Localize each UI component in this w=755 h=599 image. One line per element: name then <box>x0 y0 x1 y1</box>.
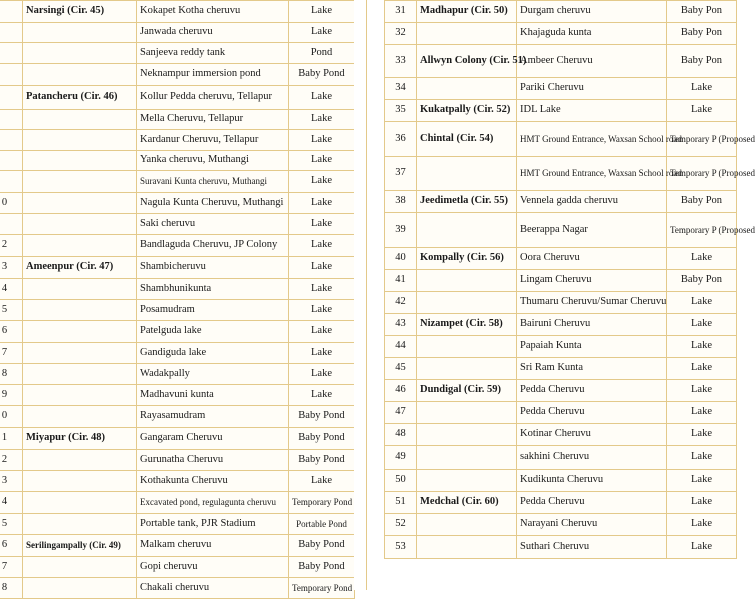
circle-cell: Kukatpally (Cir. 52) <box>417 100 517 122</box>
pond-type-cell: Lake <box>289 23 355 43</box>
table-row <box>0 557 355 578</box>
water-body-name-cell: Chakali cheruvu <box>137 578 289 599</box>
circle-cell <box>23 471 137 492</box>
serial-number-cell <box>0 171 23 193</box>
table-row <box>385 45 737 78</box>
circle-cell <box>23 193 137 214</box>
circle-cell <box>23 492 137 514</box>
water-body-name-cell: Durgam cheruvu <box>517 1 667 23</box>
water-body-name-cell: Shambhunikunta <box>137 279 289 300</box>
serial-number-cell: 3 <box>0 471 23 492</box>
serial-number-cell: 36 <box>385 122 417 157</box>
table-row <box>385 446 737 470</box>
serial-number-cell <box>0 151 23 171</box>
pond-type-cell: Lake <box>667 248 737 270</box>
pond-type-cell: Baby Pond <box>289 428 355 450</box>
circle-cell: Jeedimetla (Cir. 55) <box>417 191 517 213</box>
circle-cell: Medchal (Cir. 60) <box>417 492 517 514</box>
water-body-name-cell: Malkam cheruvu <box>137 535 289 557</box>
table-row <box>0 151 355 171</box>
water-body-name-cell: Bairuni Cheruvu <box>517 314 667 336</box>
circle-cell <box>23 557 137 578</box>
table-row <box>0 86 355 110</box>
pond-type-cell: Lake <box>289 321 355 343</box>
water-body-name-cell: Kardanur Cheruvu, Tellapur <box>137 130 289 151</box>
serial-number-cell: 4 <box>0 492 23 514</box>
serial-number-cell <box>0 43 23 64</box>
table-row <box>0 193 355 214</box>
serial-number-cell: 48 <box>385 424 417 446</box>
serial-number-cell: 45 <box>385 358 417 380</box>
table-row <box>0 471 355 492</box>
pond-type-cell: Lake <box>667 446 737 470</box>
serial-number-cell <box>0 64 23 86</box>
water-body-name-cell: Beerappa Nagar <box>517 213 667 248</box>
table-row <box>0 321 355 343</box>
circle-cell <box>23 151 137 171</box>
water-body-name-cell: Sri Ram Kunta <box>517 358 667 380</box>
circle-cell <box>23 364 137 385</box>
serial-number-cell: 6 <box>0 535 23 557</box>
serial-number-cell: 2 <box>0 235 23 257</box>
serial-number-cell: 39 <box>385 213 417 248</box>
serial-number-cell: 4 <box>0 279 23 300</box>
table-row <box>385 492 737 514</box>
right-table <box>384 0 755 559</box>
serial-number-cell: 31 <box>385 1 417 23</box>
water-body-name-cell: Wadakpally <box>137 364 289 385</box>
circle-cell <box>417 514 517 536</box>
circle-cell <box>417 213 517 248</box>
pond-type-cell: Temporary Pond <box>289 578 355 599</box>
serial-number-cell: 44 <box>385 336 417 358</box>
circle-cell <box>417 424 517 446</box>
circle-cell <box>23 64 137 86</box>
pond-type-cell: Lake <box>289 235 355 257</box>
table-row <box>0 385 355 406</box>
circle-cell <box>417 358 517 380</box>
serial-number-cell <box>0 110 23 130</box>
table-row <box>385 213 737 248</box>
table-row <box>0 364 355 385</box>
serial-number-cell: 5 <box>0 514 23 535</box>
table-row <box>385 470 737 492</box>
water-body-name-cell: Pedda Cheruvu <box>517 380 667 402</box>
pond-type-cell: Lake <box>289 471 355 492</box>
circle-cell <box>23 130 137 151</box>
pond-type-cell: Lake <box>289 110 355 130</box>
table-row <box>0 257 355 279</box>
table-row <box>385 122 737 157</box>
serial-number-cell: 33 <box>385 45 417 78</box>
circle-cell <box>23 321 137 343</box>
table-row <box>385 424 737 446</box>
table-row <box>385 157 737 191</box>
serial-number-cell: 43 <box>385 314 417 336</box>
water-body-name-cell: Kudikunta Cheruvu <box>517 470 667 492</box>
water-body-name-cell: Rayasamudram <box>137 406 289 428</box>
circle-cell <box>417 446 517 470</box>
serial-number-cell <box>0 86 23 110</box>
water-body-name-cell: Gandiguda lake <box>137 343 289 364</box>
circle-cell <box>23 214 137 235</box>
water-body-name-cell: sakhini Cheruvu <box>517 446 667 470</box>
serial-number-cell: 0 <box>0 406 23 428</box>
circle-cell <box>417 402 517 424</box>
serial-number-cell: 53 <box>385 536 417 559</box>
pond-type-cell: Lake <box>667 536 737 559</box>
water-body-name-cell: Shambicheruvu <box>137 257 289 279</box>
circle-cell <box>417 270 517 292</box>
pond-type-cell: Baby Pon <box>667 45 737 78</box>
table-row <box>0 279 355 300</box>
pond-type-cell: Baby Pon <box>667 1 737 23</box>
pond-type-cell: Lake <box>667 492 737 514</box>
circle-cell: Dundigal (Cir. 59) <box>417 380 517 402</box>
serial-number-cell <box>0 23 23 43</box>
pond-type-cell: Temporary P (Proposed <box>667 157 737 191</box>
table-row <box>0 578 355 599</box>
pond-type-cell: Lake <box>667 402 737 424</box>
circle-cell <box>417 292 517 314</box>
table-row <box>0 43 355 64</box>
serial-number-cell: 5 <box>0 300 23 321</box>
water-body-name-cell: HMT Ground Entrance, Waxsan School road <box>517 122 667 157</box>
serial-number-cell <box>0 1 23 23</box>
serial-number-cell: 37 <box>385 157 417 191</box>
table-row <box>0 130 355 151</box>
circle-cell <box>23 43 137 64</box>
water-body-name-cell: Janwada cheruvu <box>137 23 289 43</box>
serial-number-cell: 0 <box>0 193 23 214</box>
pond-type-cell: Lake <box>667 424 737 446</box>
pond-type-cell: Lake <box>289 385 355 406</box>
water-body-name-cell: Kothakunta Cheruvu <box>137 471 289 492</box>
circle-cell: Nizampet (Cir. 58) <box>417 314 517 336</box>
table-row <box>385 380 737 402</box>
serial-number-cell: 52 <box>385 514 417 536</box>
serial-number-cell: 34 <box>385 78 417 100</box>
water-body-name-cell: Madhavuni kunta <box>137 385 289 406</box>
pond-type-cell: Lake <box>289 300 355 321</box>
serial-number-cell: 2 <box>0 450 23 471</box>
circle-cell <box>23 385 137 406</box>
serial-number-cell: 42 <box>385 292 417 314</box>
table-row <box>385 270 737 292</box>
pond-type-cell: Temporary Pond <box>289 492 355 514</box>
water-body-name-cell: Narayani Cheruvu <box>517 514 667 536</box>
water-body-name-cell: Portable tank, PJR Stadium <box>137 514 289 535</box>
water-body-name-cell: Vennela gadda cheruvu <box>517 191 667 213</box>
circle-cell <box>417 157 517 191</box>
circle-cell: Patancheru (Cir. 46) <box>23 86 137 110</box>
table-row <box>0 514 355 535</box>
pond-type-cell: Baby Pond <box>289 64 355 86</box>
serial-number-cell: 40 <box>385 248 417 270</box>
circle-cell: Narsingi (Cir. 45) <box>23 1 137 23</box>
circle-cell <box>417 336 517 358</box>
circle-cell: Miyapur (Cir. 48) <box>23 428 137 450</box>
circle-cell <box>23 110 137 130</box>
table-row <box>385 314 737 336</box>
circle-cell <box>23 300 137 321</box>
table-row <box>385 100 737 122</box>
table-row <box>385 23 737 45</box>
serial-number-cell: 9 <box>0 385 23 406</box>
pond-type-cell: Baby Pond <box>289 406 355 428</box>
divider-line <box>366 0 367 590</box>
water-body-name-cell: Suthari Cheruvu <box>517 536 667 559</box>
pond-type-cell: Lake <box>667 292 737 314</box>
serial-number-cell: 7 <box>0 343 23 364</box>
water-body-name-cell: Papaiah Kunta <box>517 336 667 358</box>
pond-type-cell: Lake <box>289 193 355 214</box>
pond-type-cell: Lake <box>289 343 355 364</box>
circle-cell: Allwyn Colony (Cir. 51) <box>417 45 517 78</box>
pond-type-cell: Lake <box>667 470 737 492</box>
water-body-name-cell: Ambeer Cheruvu <box>517 45 667 78</box>
serial-number-cell: 35 <box>385 100 417 122</box>
water-body-name-cell: Gangaram Cheruvu <box>137 428 289 450</box>
water-body-name-cell: Excavated pond, regulagunta cheruvu <box>137 492 289 514</box>
table-row <box>385 402 737 424</box>
circle-cell <box>23 406 137 428</box>
circle-cell <box>23 578 137 599</box>
pond-type-cell: Lake <box>667 514 737 536</box>
table-row <box>385 191 737 213</box>
water-body-name-cell: HMT Ground Entrance, Waxsan School road <box>517 157 667 191</box>
water-body-name-cell: Nagula Kunta Cheruvu, Muthangi <box>137 193 289 214</box>
circle-cell <box>23 23 137 43</box>
water-body-name-cell: Oora Cheruvu <box>517 248 667 270</box>
water-body-name-cell: IDL Lake <box>517 100 667 122</box>
water-body-name-cell: Pedda Cheruvu <box>517 492 667 514</box>
water-body-name-cell: Khajaguda kunta <box>517 23 667 45</box>
page-gutter <box>354 0 384 590</box>
circle-cell: Ameenpur (Cir. 47) <box>23 257 137 279</box>
table-row <box>0 171 355 193</box>
left-table <box>0 0 355 599</box>
table-row <box>0 300 355 321</box>
pond-type-cell: Baby Pon <box>667 191 737 213</box>
serial-number-cell: 50 <box>385 470 417 492</box>
water-body-name-cell: Patelguda lake <box>137 321 289 343</box>
water-body-name-cell: Kollur Pedda cheruvu, Tellapur <box>137 86 289 110</box>
serial-number-cell: 8 <box>0 364 23 385</box>
table-row <box>0 406 355 428</box>
serial-number-cell: 51 <box>385 492 417 514</box>
table-row <box>0 23 355 43</box>
circle-cell <box>23 450 137 471</box>
table-row <box>0 1 355 23</box>
pond-type-cell: Temporary P (Proposed <box>667 122 737 157</box>
circle-cell <box>417 536 517 559</box>
table-row <box>0 64 355 86</box>
table-row <box>385 248 737 270</box>
water-body-name-cell: Kokapet Kotha cheruvu <box>137 1 289 23</box>
water-body-name-cell: Gurunatha Cheruvu <box>137 450 289 471</box>
circle-cell <box>23 171 137 193</box>
pond-type-cell: Lake <box>667 358 737 380</box>
water-body-name-cell: Pedda Cheruvu <box>517 402 667 424</box>
table-row <box>0 343 355 364</box>
pond-type-cell: Lake <box>289 279 355 300</box>
table-row <box>0 535 355 557</box>
table-row <box>385 336 737 358</box>
serial-number-cell: 3 <box>0 257 23 279</box>
water-body-name-cell: Suravani Kunta cheruvu, Muthangi <box>137 171 289 193</box>
serial-number-cell <box>0 214 23 235</box>
pond-type-cell: Lake <box>667 314 737 336</box>
pond-type-cell: Lake <box>289 214 355 235</box>
pond-type-cell: Lake <box>289 171 355 193</box>
serial-number-cell: 41 <box>385 270 417 292</box>
table-row <box>385 536 737 559</box>
water-body-name-cell: Saki cheruvu <box>137 214 289 235</box>
pond-type-cell: Temporary P (Proposed <box>667 213 737 248</box>
pond-type-cell: Lake <box>289 257 355 279</box>
circle-cell <box>417 78 517 100</box>
serial-number-cell: 46 <box>385 380 417 402</box>
serial-number-cell <box>0 130 23 151</box>
table-row <box>385 78 737 100</box>
serial-number-cell: 1 <box>0 428 23 450</box>
pond-type-cell: Pond <box>289 43 355 64</box>
pond-type-cell: Lake <box>667 100 737 122</box>
water-body-name-cell: Kotinar Cheruvu <box>517 424 667 446</box>
water-body-name-cell: Posamudram <box>137 300 289 321</box>
circle-cell <box>417 470 517 492</box>
table-row <box>0 235 355 257</box>
water-body-name-cell: Thumaru Cheruvu/Sumar Cheruvu <box>517 292 667 314</box>
pond-type-cell: Lake <box>667 380 737 402</box>
pond-type-cell: Lake <box>289 151 355 171</box>
table-row <box>0 110 355 130</box>
table-row <box>385 1 737 23</box>
serial-number-cell: 38 <box>385 191 417 213</box>
pond-type-cell: Baby Pond <box>289 557 355 578</box>
circle-cell <box>23 343 137 364</box>
serial-number-cell: 7 <box>0 557 23 578</box>
circle-cell: Kompally (Cir. 56) <box>417 248 517 270</box>
water-body-name-cell: Pariki Cheruvu <box>517 78 667 100</box>
pond-type-cell: Baby Pond <box>289 450 355 471</box>
water-body-name-cell: Gopi cheruvu <box>137 557 289 578</box>
serial-number-cell: 47 <box>385 402 417 424</box>
circle-cell <box>417 23 517 45</box>
pond-type-cell: Lake <box>289 86 355 110</box>
circle-cell: Serilingampally (Cir. 49) <box>23 535 137 557</box>
pond-type-cell: Portable Pond <box>289 514 355 535</box>
pond-type-cell: Lake <box>289 364 355 385</box>
pond-type-cell: Lake <box>289 130 355 151</box>
table-row <box>0 428 355 450</box>
table-row <box>0 492 355 514</box>
serial-number-cell: 32 <box>385 23 417 45</box>
pond-type-cell: Baby Pon <box>667 270 737 292</box>
serial-number-cell: 6 <box>0 321 23 343</box>
water-body-name-cell: Sanjeeva reddy tank <box>137 43 289 64</box>
circle-cell: Madhapur (Cir. 50) <box>417 1 517 23</box>
water-body-name-cell: Mella Cheruvu, Tellapur <box>137 110 289 130</box>
pond-type-cell: Baby Pon <box>667 23 737 45</box>
water-body-name-cell: Bandlaguda Cheruvu, JP Colony <box>137 235 289 257</box>
circle-cell <box>23 235 137 257</box>
circle-cell: Chintal (Cir. 54) <box>417 122 517 157</box>
table-row <box>385 292 737 314</box>
pond-type-cell: Lake <box>667 78 737 100</box>
pond-type-cell: Baby Pond <box>289 535 355 557</box>
table-row <box>385 514 737 536</box>
circle-cell <box>23 514 137 535</box>
table-row <box>385 358 737 380</box>
pond-type-cell: Lake <box>289 1 355 23</box>
water-body-name-cell: Neknampur immersion pond <box>137 64 289 86</box>
water-body-name-cell: Lingam Cheruvu <box>517 270 667 292</box>
pond-type-cell: Lake <box>667 336 737 358</box>
serial-number-cell: 49 <box>385 446 417 470</box>
serial-number-cell: 8 <box>0 578 23 599</box>
water-body-name-cell: Yanka cheruvu, Muthangi <box>137 151 289 171</box>
circle-cell <box>23 279 137 300</box>
table-row <box>0 214 355 235</box>
table-row <box>0 450 355 471</box>
